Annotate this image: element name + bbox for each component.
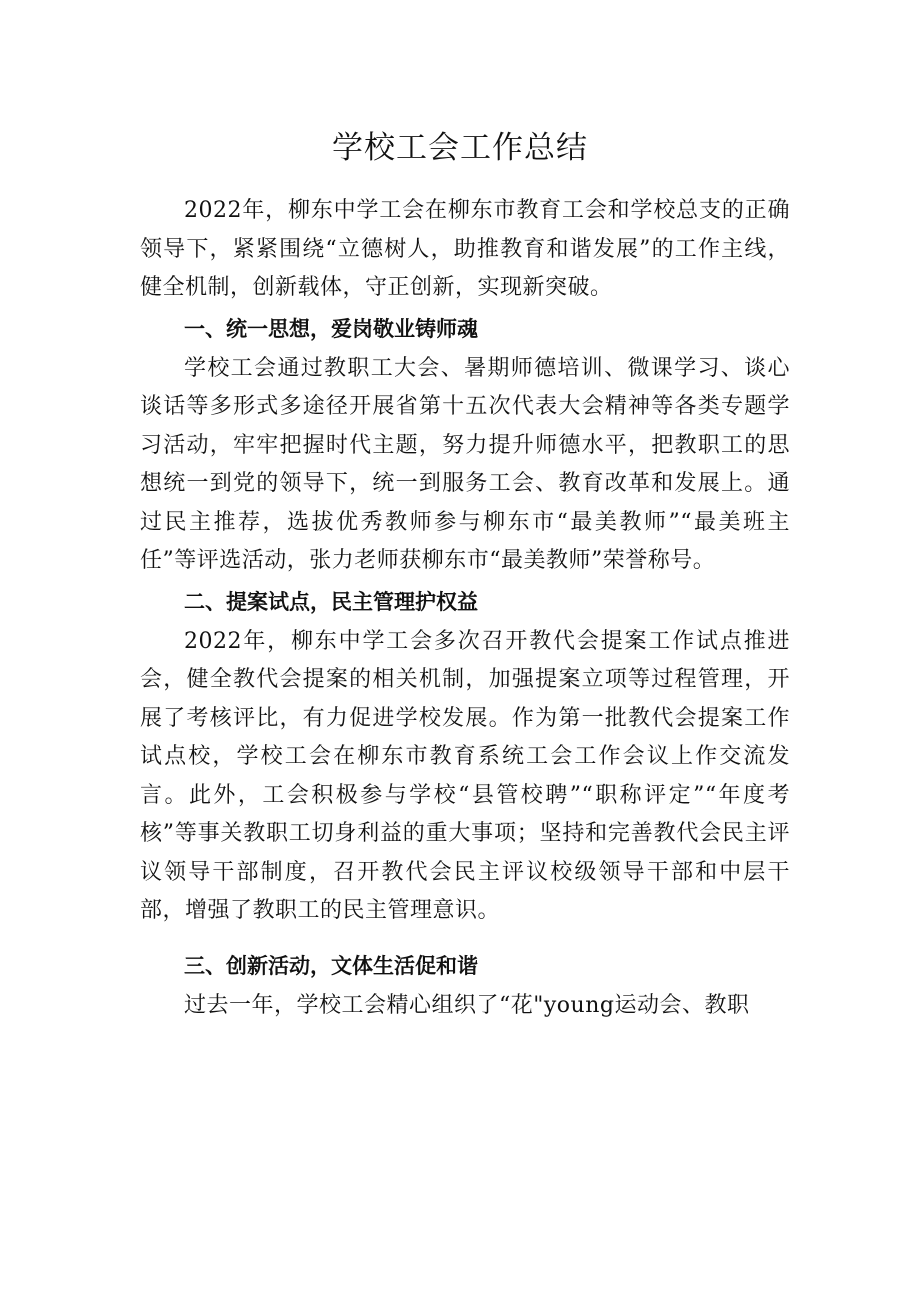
intro-paragraph: 2022年，柳东中学工会在柳东市教育工会和学校总支的正确领导下，紧紧围绕“立德树人，助推教育和谐发展”的工作主线，健全机制，创新载体，守正创新，实现新突破。	[140, 198, 790, 300]
section-2-paragraph: 2022年，柳东中学工会多次召开教代会提案工作试点推进会，健全教代会提案的相关机制，加强提案立项等过程管理，开展了考核评比，有力促进学校发展。作为第一批教代会提案工作试点校，学校工会在柳东市教育系统工会工作会议上作交流发言。此外，工会积极参与学校“县管校聘”“职称评定”“年度考核”等事关教职工切身利益的重大事项；坚持和完善教代会民主评议领导干部制度，召开教代会民主评议校级领导干部和中层干部，增强了教职工的民主管理意识。	[140, 628, 790, 923]
section-3-paragraph: 过去一年，学校工会精心组织了“花"young运动会、教职	[184, 992, 750, 1018]
section-1-heading: 一、统一思想，爱岗敬业铸师魂	[184, 316, 478, 341]
section-2-heading: 二、提案试点，民主管理护权益	[184, 589, 478, 614]
section-1-paragraph: 学校工会通过教职工大会、暑期师德培训、微课学习、谈心谈话等多形式多途径开展省第十五次代表大会精神等各类专题学习活动，牢牢把握时代主题，努力提升师德水平，把教职工的思想统一到党的领导下，统一到服务工会、教育改革和发展上。通过民主推荐，选拔优秀教师参与柳东市“最美教师”“最美班主任”等评选活动，张力老师获柳东市“最美教师”荣誉称号。	[140, 355, 790, 573]
section-3-heading: 三、创新活动，文体生活促和谐	[184, 953, 478, 978]
document-title: 学校工会工作总结	[332, 130, 588, 166]
document-body	[140, 192, 790, 1025]
